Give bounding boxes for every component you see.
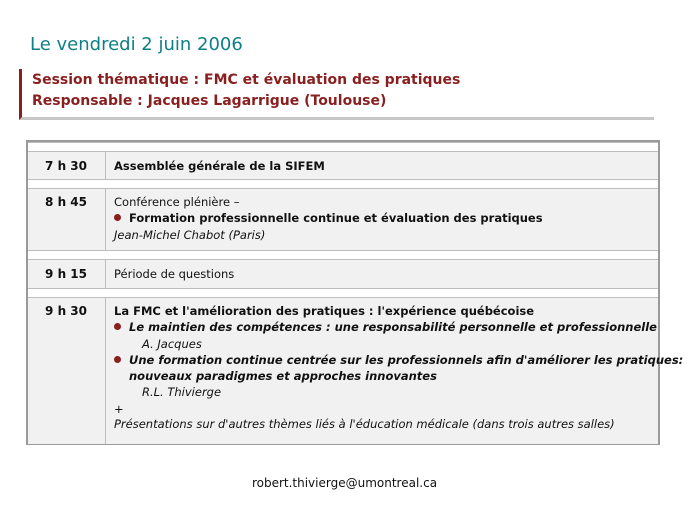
bullet-icon: [114, 323, 121, 330]
row-title: Assemblée générale de la SIFEM: [114, 159, 325, 173]
schedule-row-2: [28, 191, 658, 247]
schedule-table: [26, 140, 684, 445]
row-separator: [28, 179, 658, 189]
row-separator: [28, 142, 658, 152]
row-extra: Présentations sur d'autres thèmes liés à l'éducation médicale (dans trois autres salles): [114, 417, 615, 431]
bullet-icon: [114, 214, 121, 221]
row-item-2-line-2: nouveaux paradigmes et approches innovantes: [129, 369, 437, 383]
row-title: Période de questions: [114, 267, 235, 281]
bullet-icon: [114, 356, 121, 363]
schedule-row-4: [28, 300, 684, 442]
row-time: 9 h 30: [45, 304, 87, 318]
row-item-2-line-1: Une formation continue centrée sur les professionnels afin d'améliorer les pratiques:: [129, 353, 684, 367]
row-item-2-speaker: R.L. Thivierge: [142, 385, 222, 399]
row-item-1: Le maintien des compétences : une responsabilité personnelle et professionnelle: [129, 320, 657, 334]
row-plus: +: [114, 402, 124, 416]
footer-email: robert.thivierge@umontreal.ca: [251, 476, 438, 490]
row-time: 9 h 15: [45, 267, 87, 281]
row-separator: [28, 250, 658, 260]
row-time: 8 h 45: [45, 195, 87, 209]
row-intro: Conférence plénière –: [114, 195, 240, 209]
session-title: Session thématique : FMC et évaluation des pratiques: [32, 72, 461, 88]
session-date: Le vendredi 2 juin 2006: [30, 34, 243, 55]
row-time: 7 h 30: [45, 159, 87, 173]
schedule-row-3: [28, 262, 658, 288]
session-header: [19, 69, 654, 120]
session-responsable: Responsable : Jacques Lagarrigue (Toulouse): [32, 93, 387, 109]
row-bullet-text: Formation professionnelle continue et évaluation des pratiques: [129, 211, 543, 225]
row-separator: [28, 288, 658, 298]
row-item-1-speaker: A. Jacques: [142, 337, 202, 351]
schedule-row-1: [28, 154, 658, 178]
row-title: La FMC et l'amélioration des pratiques : l'expérience québécoise: [114, 304, 535, 318]
row-speaker: Jean-Michel Chabot (Paris): [114, 228, 266, 242]
